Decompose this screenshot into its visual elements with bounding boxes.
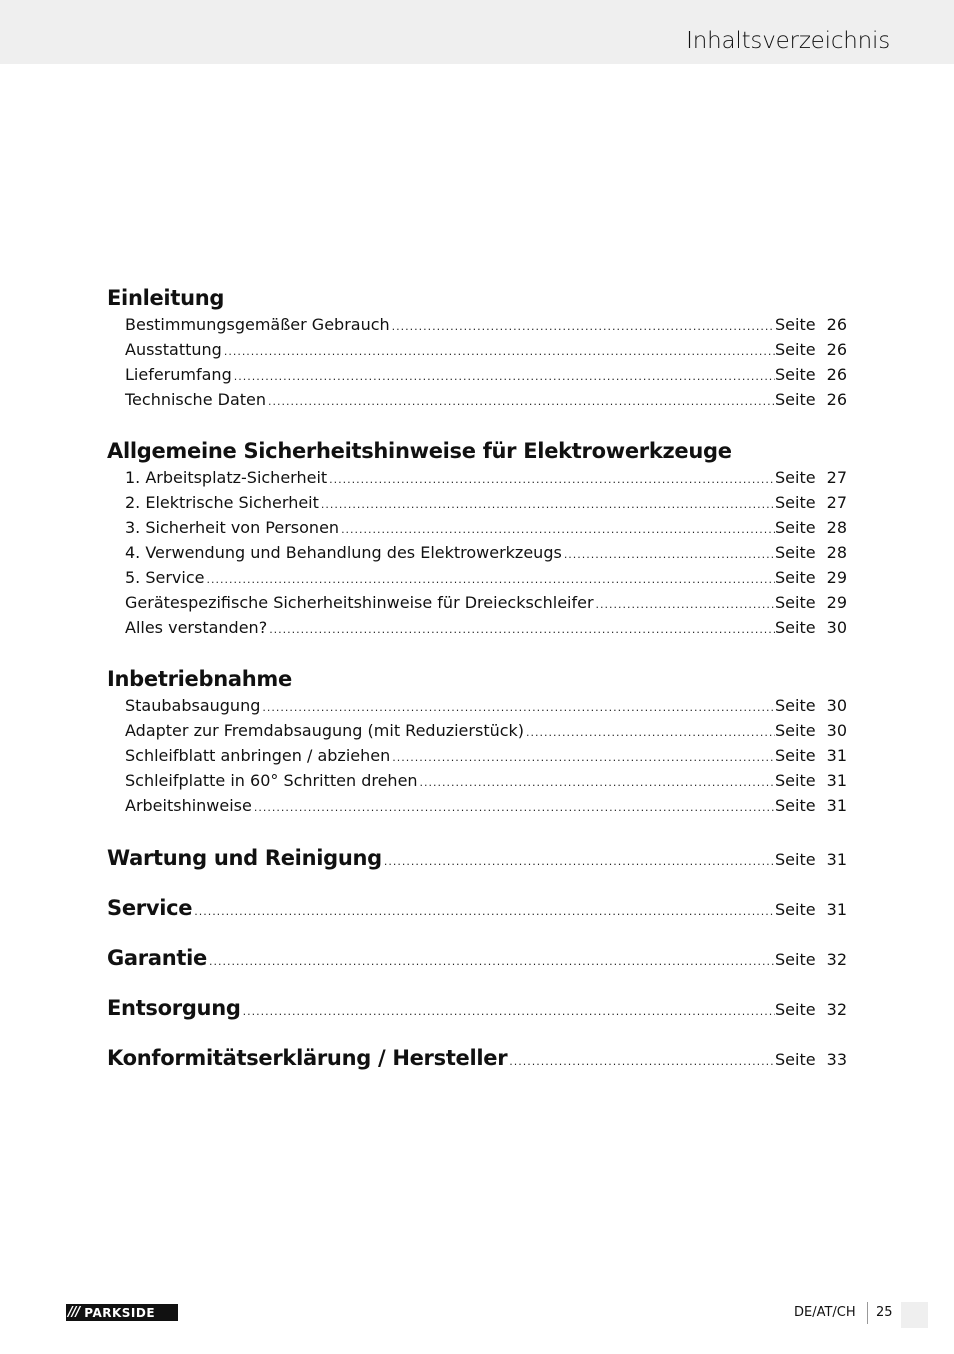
entry-label: 3. Sicherheit von Personen bbox=[125, 518, 340, 537]
entry-page: 30 bbox=[826, 696, 847, 715]
leader-dots bbox=[392, 314, 775, 339]
toc-entry[interactable] bbox=[107, 615, 847, 640]
toc-entry[interactable] bbox=[107, 768, 847, 793]
leader-dots bbox=[321, 492, 775, 517]
toc-entry[interactable] bbox=[107, 743, 847, 768]
language-code: DE/AT/CH bbox=[794, 1305, 856, 1320]
toc-entry[interactable] bbox=[107, 793, 847, 818]
footer-divider bbox=[867, 1302, 868, 1324]
leader-dots bbox=[234, 364, 775, 389]
leader-dots bbox=[254, 795, 775, 820]
seite-label: Seite bbox=[775, 900, 816, 919]
entry-page: 31 bbox=[826, 796, 847, 815]
entry-label: Lieferumfang bbox=[125, 365, 232, 384]
seite-label: Seite bbox=[775, 390, 816, 409]
entry-page: 26 bbox=[826, 390, 847, 409]
toc-section-einleitung bbox=[107, 284, 847, 412]
entry-label: 4. Verwendung und Behandlung des Elektrowerkzeugs bbox=[125, 543, 562, 562]
leader-dots bbox=[341, 517, 775, 542]
toc-entry[interactable] bbox=[107, 590, 847, 615]
toc-section-service[interactable] bbox=[107, 883, 847, 933]
seite-label: Seite bbox=[775, 468, 816, 487]
seite-label: Seite bbox=[775, 340, 816, 359]
entry-label: Bestimmungsgemäßer Gebrauch bbox=[125, 315, 390, 334]
toc-entry[interactable] bbox=[107, 312, 847, 337]
section-title: Konformitätserklärung / Hersteller bbox=[107, 1046, 508, 1070]
toc-entry[interactable] bbox=[107, 515, 847, 540]
leader-dots bbox=[420, 770, 775, 795]
entry-page: 31 bbox=[826, 900, 847, 919]
entry-label: Arbeitshinweise bbox=[125, 796, 252, 815]
entry-page: 28 bbox=[826, 543, 847, 562]
leader-dots bbox=[526, 720, 775, 745]
toc-section-garantie[interactable] bbox=[107, 933, 847, 983]
seite-label: Seite bbox=[775, 568, 816, 587]
seite-label: Seite bbox=[775, 493, 816, 512]
seite-label: Seite bbox=[775, 365, 816, 384]
leader-dots bbox=[194, 887, 775, 937]
leader-dots bbox=[224, 339, 775, 364]
toc-section-sicherheitshinweise bbox=[107, 437, 847, 640]
entry-page: 27 bbox=[826, 468, 847, 487]
seite-label: Seite bbox=[775, 771, 816, 790]
section-title: Entsorgung bbox=[107, 996, 241, 1020]
seite-label: Seite bbox=[775, 593, 816, 612]
entry-label: 2. Elektrische Sicherheit bbox=[125, 493, 319, 512]
entry-page: 26 bbox=[826, 340, 847, 359]
entry-label: 1. Arbeitsplatz-Sicherheit bbox=[125, 468, 328, 487]
seite-label: Seite bbox=[775, 543, 816, 562]
entry-page: 31 bbox=[826, 746, 847, 765]
toc-section-konformitaet[interactable] bbox=[107, 1033, 847, 1083]
leader-dots bbox=[564, 542, 775, 567]
entry-label: Gerätespezifische Sicherheitshinweise für Dreieckschleifer bbox=[125, 593, 594, 612]
seite-label: Seite bbox=[775, 796, 816, 815]
seite-label: Seite bbox=[775, 618, 816, 637]
toc-entry[interactable] bbox=[107, 718, 847, 743]
leader-dots bbox=[384, 837, 775, 887]
seite-label: Seite bbox=[775, 1050, 816, 1069]
entry-page: 30 bbox=[826, 721, 847, 740]
entry-page: 32 bbox=[826, 1000, 847, 1019]
entry-page: 30 bbox=[826, 618, 847, 637]
seite-label: Seite bbox=[775, 315, 816, 334]
entry-page: 29 bbox=[826, 593, 847, 612]
section-title: Allgemeine Sicherheitshinweise für Elektrowerkzeuge bbox=[107, 439, 732, 463]
brand-name: PARKSIDE bbox=[84, 1305, 156, 1320]
seite-label: Seite bbox=[775, 696, 816, 715]
entry-label: Staubabsaugung bbox=[125, 696, 261, 715]
entry-page: 31 bbox=[826, 850, 847, 869]
entry-page: 26 bbox=[826, 365, 847, 384]
entry-page: 28 bbox=[826, 518, 847, 537]
page-number: 25 bbox=[876, 1305, 893, 1320]
section-title: Einleitung bbox=[107, 286, 225, 310]
toc-section-entsorgung[interactable] bbox=[107, 983, 847, 1033]
entry-page: 27 bbox=[826, 493, 847, 512]
seite-label: Seite bbox=[775, 721, 816, 740]
leader-dots bbox=[596, 592, 775, 617]
toc-entry[interactable] bbox=[107, 693, 847, 718]
logo-stripes-icon: /// bbox=[68, 1305, 80, 1320]
toc-section-wartung[interactable] bbox=[107, 833, 847, 883]
seite-label: Seite bbox=[775, 746, 816, 765]
toc-section-inbetriebnahme bbox=[107, 665, 847, 818]
toc-entry[interactable] bbox=[107, 465, 847, 490]
leader-dots bbox=[509, 1037, 775, 1087]
footer-tab bbox=[901, 1302, 928, 1328]
entry-page: 29 bbox=[826, 568, 847, 587]
entry-label: 5. Service bbox=[125, 568, 205, 587]
leader-dots bbox=[329, 467, 775, 492]
toc-entry[interactable] bbox=[107, 490, 847, 515]
seite-label: Seite bbox=[775, 850, 816, 869]
entry-page: 32 bbox=[826, 950, 847, 969]
entry-label: Technische Daten bbox=[125, 390, 267, 409]
leader-dots bbox=[269, 617, 775, 642]
entry-label: Schleifplatte in 60° Schritten drehen bbox=[125, 771, 418, 790]
toc-entry[interactable] bbox=[107, 540, 847, 565]
seite-label: Seite bbox=[775, 1000, 816, 1019]
table-of-contents bbox=[107, 284, 847, 1083]
seite-label: Seite bbox=[775, 950, 816, 969]
section-title: Service bbox=[107, 896, 193, 920]
parkside-logo bbox=[66, 1304, 178, 1321]
leader-dots bbox=[262, 695, 775, 720]
entry-label: Alles verstanden? bbox=[125, 618, 268, 637]
entry-label: Schleifblatt anbringen / abziehen bbox=[125, 746, 391, 765]
leader-dots bbox=[243, 987, 775, 1037]
leader-dots bbox=[209, 937, 775, 987]
toc-entry[interactable] bbox=[107, 565, 847, 590]
leader-dots bbox=[268, 389, 775, 414]
entry-label: Ausstattung bbox=[125, 340, 222, 359]
entry-page: 33 bbox=[826, 1050, 847, 1069]
leader-dots bbox=[206, 567, 775, 592]
toc-entry[interactable] bbox=[107, 387, 847, 412]
entry-page: 26 bbox=[826, 315, 847, 334]
entry-label: Adapter zur Fremdabsaugung (mit Reduzierstück) bbox=[125, 721, 525, 740]
toc-entry[interactable] bbox=[107, 337, 847, 362]
entry-page: 31 bbox=[826, 771, 847, 790]
leader-dots bbox=[392, 745, 775, 770]
page-title: Inhaltsverzeichnis bbox=[686, 28, 890, 54]
section-title: Inbetriebnahme bbox=[107, 667, 292, 691]
seite-label: Seite bbox=[775, 518, 816, 537]
section-title: Wartung und Reinigung bbox=[107, 846, 382, 870]
section-title: Garantie bbox=[107, 946, 207, 970]
toc-entry[interactable] bbox=[107, 362, 847, 387]
